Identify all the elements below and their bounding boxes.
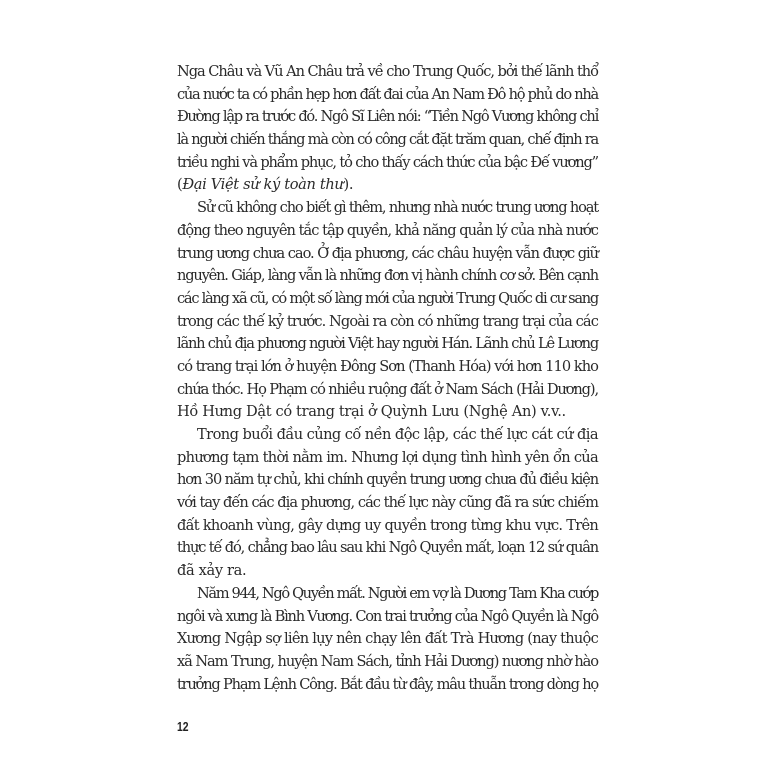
text-line: nguyên. Giáp, làng vẫn là những đơn vị hành chính cơ sở. Bên cạnh — [177, 267, 598, 285]
text-line: phương tạm thời nằm im. Nhưng lợi dụng tình hình yên ổn của — [177, 448, 598, 466]
text-line: đất khoanh vùng, gây dựng uy quyền trong từng khu vực. Trên — [177, 516, 598, 534]
text-line: với tay đến các địa phương, các thế lực này cũng đã ra sức chiếm — [177, 494, 598, 512]
text-line: đã xảy ra. — [177, 562, 247, 580]
text-line: ngôi và xưng là Bình Vương. Con trai trưởng của Ngô Quyền là Ngô — [177, 607, 598, 625]
citation-title: Đại Việt sử ký toàn thư — [182, 176, 344, 194]
text-line: là người chiến thắng mà còn có công cắt đặt trăm quan, chế định ra — [177, 131, 598, 149]
text-line: trong các thế kỷ trước. Ngoài ra còn có những trang trại của các — [177, 312, 598, 330]
citation-open: ( — [177, 176, 183, 194]
text-line: các làng xã cũ, có một số làng mới của người Trung Quốc di cư sang — [177, 289, 598, 307]
text-line: của nước ta có phần hẹp hơn đất đai của An Nam Đô hộ phủ do nhà — [177, 85, 598, 103]
text-line: có trang trại lớn ở huyện Đông Sơn (Thanh Hóa) với hơn 110 kho — [177, 357, 598, 375]
text-line: Xương Ngập sợ liên lụy nên chạy lên đất Trà Hương (nay thuộc — [177, 630, 598, 648]
text-line: trung ương chưa cao. Ở địa phương, các châu huyện vẫn được giữ — [177, 244, 598, 262]
text-line: lãnh chủ địa phương người Việt hay người Hán. Lãnh chủ Lê Lương — [177, 335, 598, 353]
paragraph-3 — [177, 424, 598, 583]
text-line: động theo nguyên tắc tập quyền, khả năng quản lý của nhà nước — [177, 221, 598, 239]
text-line: Nga Châu và Vũ An Châu trả về cho Trung Quốc, bởi thế lãnh thổ — [177, 63, 598, 80]
citation-close: ). — [343, 176, 354, 194]
text-line: triều nghi và phẩm phục, tỏ cho thấy cách thức của bậc Đế vương” — [177, 153, 598, 171]
text-line: hơn 30 năm tự chủ, khi chính quyền trung ương chưa đủ điều kiện — [177, 471, 598, 489]
text-line: Năm 944, Ngô Quyền mất. Người em vợ là Dương Tam Kha cướp — [197, 584, 598, 602]
text-line: Hồ Hưng Dật có trang trại ở Quỳnh Lưu (Nghệ An) v.v.. — [177, 403, 566, 421]
citation-line — [177, 174, 598, 197]
paragraph-4 — [177, 583, 598, 696]
text-line: Trong buổi đầu củng cố nền độc lập, các thế lực cát cứ địa — [197, 426, 598, 443]
text-line: chứa thóc. Họ Phạm có nhiều ruộng đất ở Nam Sách (Hải Dương), — [177, 380, 598, 398]
text-line: thực tế đó, chẳng bao lâu sau khi Ngô Quyền mất, loạn 12 sứ quân — [177, 539, 598, 557]
text-line: trưởng Phạm Lệnh Công. Bắt đầu từ đây, mâu thuẫn trong dòng họ — [177, 675, 598, 693]
page-body — [177, 61, 598, 696]
paragraph-2 — [177, 197, 598, 424]
text-line: Sử cũ không cho biết gì thêm, nhưng nhà nước trung ương hoạt — [197, 199, 598, 217]
text-line: Đường lập ra trước đó. Ngô Sĩ Liên nói: “Tiền Ngô Vương không chỉ — [177, 108, 598, 126]
text-line: xã Nam Trung, huyện Nam Sách, tỉnh Hải Dương) nương nhờ hào — [177, 652, 598, 670]
paragraph-1 — [177, 61, 598, 197]
page-number: 12 — [177, 719, 189, 734]
